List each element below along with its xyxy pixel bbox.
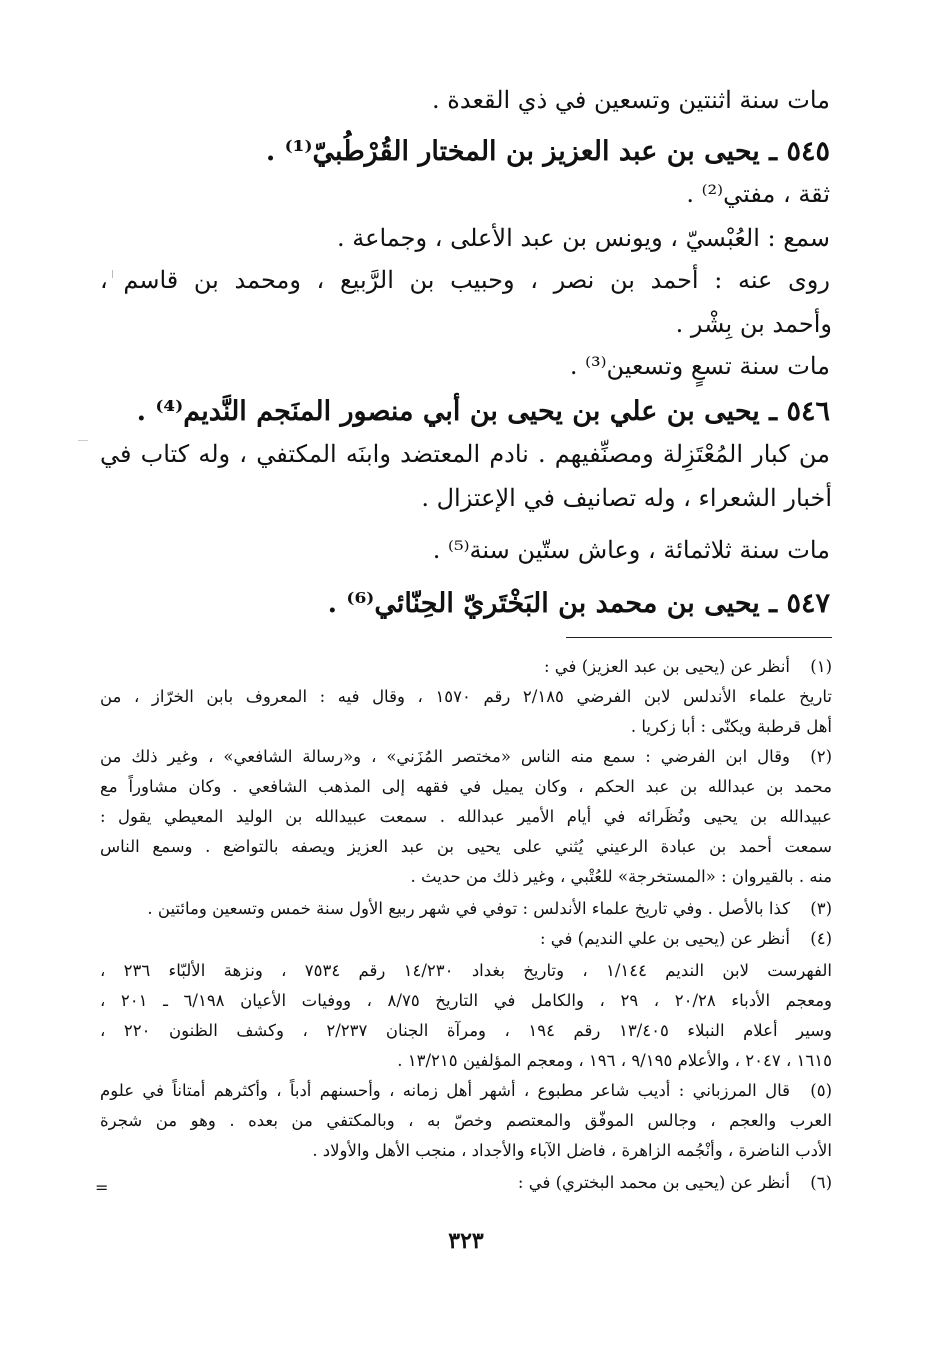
footnote-line: الفهرست لابن النديم ١/١٤٤ ، وتاريخ بغداد ١٤/٢٣٠ رقم ٧٥٣٤ ، ونزهة الألبّاء ٢٣٦ ، xyxy=(100,961,832,980)
footnote-number: (٣) xyxy=(810,899,832,918)
footnote-line: أهل قرطبة ويكنّى : أبا زكريا . xyxy=(630,717,832,736)
scan-mark xyxy=(78,440,88,441)
footnote-line: العرب والعجم ، وجالس الموفّق والمعتصم وخصّ به ، وبالمكتفي من بعده . وهو من شجرة xyxy=(100,1111,832,1130)
footnote-line: أنظر عن (يحيى بن عبد العزيز) في : xyxy=(544,657,790,676)
footnote-line: محمد بن عبدالله بن عبد الحكم ، وكان يميل في فقهه إلى المذهب الشافعي . وكان مشاوراً مع xyxy=(100,777,832,796)
footnote-line: أنظر عن (يحيى بن علي النديم) في : xyxy=(539,929,790,948)
footnote-number: (١) xyxy=(810,657,832,676)
footnote-line: ١٦١٥ ، ٢٠٤٧ ، والأعلام ٩/١٩٥ ، ١٩٦ ، ومعجم المؤلفين ١٣/٢١٥ . xyxy=(397,1051,832,1070)
footnote-number: (٤) xyxy=(810,929,832,948)
footnote-number: (٢) xyxy=(810,747,832,766)
text-line: ثقة ، مفتي⁽²⁾ . xyxy=(686,180,830,208)
text-line: أخبار الشعراء ، وله تصانيف في الإعتزال . xyxy=(421,484,832,512)
footnote-line: أنظر عن (يحيى بن محمد البختري) في : xyxy=(517,1173,790,1192)
entry-heading-547: ٥٤٧ ـ يحيى بن محمد بن البَخْتَريّ الحِنّائي⁽⁶⁾ . xyxy=(327,588,830,619)
footnote-line: تاريخ علماء الأندلس لابن الفرضي ٢/١٨٥ رقم ١٥٧٠ ، وقال فيه : المعروف بابن الخرّاز ، من xyxy=(100,687,833,706)
footnote-number: (٥) xyxy=(810,1081,832,1100)
footnote-line: سمعت أحمد بن عبادة الرعيني يُثني على يحيى بن عبد العزيز ويصفه بالتواضع . وسمع الناس xyxy=(100,837,832,856)
footnote-line: عبيدالله بن يحيى ونُظَرائه في أيام الأمير عبدالله . سمعت عبيدالله بن الوليد المعيطي يقول : xyxy=(100,807,832,826)
footnote-line: منه . بالقيروان : «المستخرجة» للعُتْبي ، وغير ذلك من حديث . xyxy=(410,867,832,886)
entry-heading-546: ٥٤٦ ـ يحيى بن علي بن يحيى بن أبي منصور المنَجم النَّديم⁽⁴⁾ . xyxy=(136,396,830,427)
text-line: من كبار المُعْتَزِلة ومصنِّفيهم . نادم المعتضد وابنَه المكتفي ، وله كتاب في xyxy=(100,440,830,468)
continuation-mark: = xyxy=(95,1178,109,1197)
text-line: مات سنة تسعٍ وتسعين⁽³⁾ . xyxy=(569,352,830,380)
footnote-line: كذا بالأصل . وفي تاريخ علماء الأندلس : توفي في شهر ربيع الأول سنة خمس وتسعين ومائتين . xyxy=(147,899,790,918)
footnote-line: وسير أعلام النبلاء ١٣/٤٠٥ رقم ١٩٤ ، ومرآة الجنان ٢/٢٣٧ ، وكشف الظنون ٢٢٠ ، xyxy=(100,1021,833,1040)
footnote-line: وقال ابن الفرضي : سمع منه الناس «مختصر المُزَني» ، و«رسالة الشافعي» ، وغير ذلك من xyxy=(100,747,790,766)
text-line: وأحمد بن بِشْر . xyxy=(675,310,832,338)
footnote-line: قال المرزباني : أديب شاعر مطبوع ، أشهر أهل زمانه ، وأحسنهم أدباً ، وأكثرهم أمتاناً في علوم xyxy=(100,1081,790,1100)
footnote-separator xyxy=(566,637,832,638)
page-number: ٣٢٣ xyxy=(448,1228,484,1254)
text-line: روى عنه : أحمد بن نصر ، وحبيب بن الرَّبيع ، ومحمد بن قاسم ، xyxy=(100,266,830,294)
text-line: مات سنة اثنتين وتسعين في ذي القعدة . xyxy=(432,86,830,114)
footnote-number: (٦) xyxy=(810,1173,832,1192)
entry-heading-545: ٥٤٥ ـ يحيى بن عبد العزيز بن المختار القُرْطُبيّ⁽¹⁾ . xyxy=(265,136,830,167)
footnote-line: ومعجم الأدباء ٢٠/٢٨ ، ٢٩ ، والكامل في التاريخ ٨/٧٥ ، ووفيات الأعيان ٦/١٩٨ ـ ٢٠١ ، xyxy=(100,991,833,1010)
text-line: مات سنة ثلاثمائة ، وعاش ستّين سنة⁽⁵⁾ . xyxy=(432,536,830,564)
text-line: سمع : العُبْسيّ ، ويونس بن عبد الأعلى ، وجماعة . xyxy=(337,224,830,252)
footnote-line: الأدب الناضرة ، وأنْجُمه الزاهرة ، فاضل الآباء والأجداد ، منجب الأهل والأولاد . xyxy=(312,1141,832,1160)
